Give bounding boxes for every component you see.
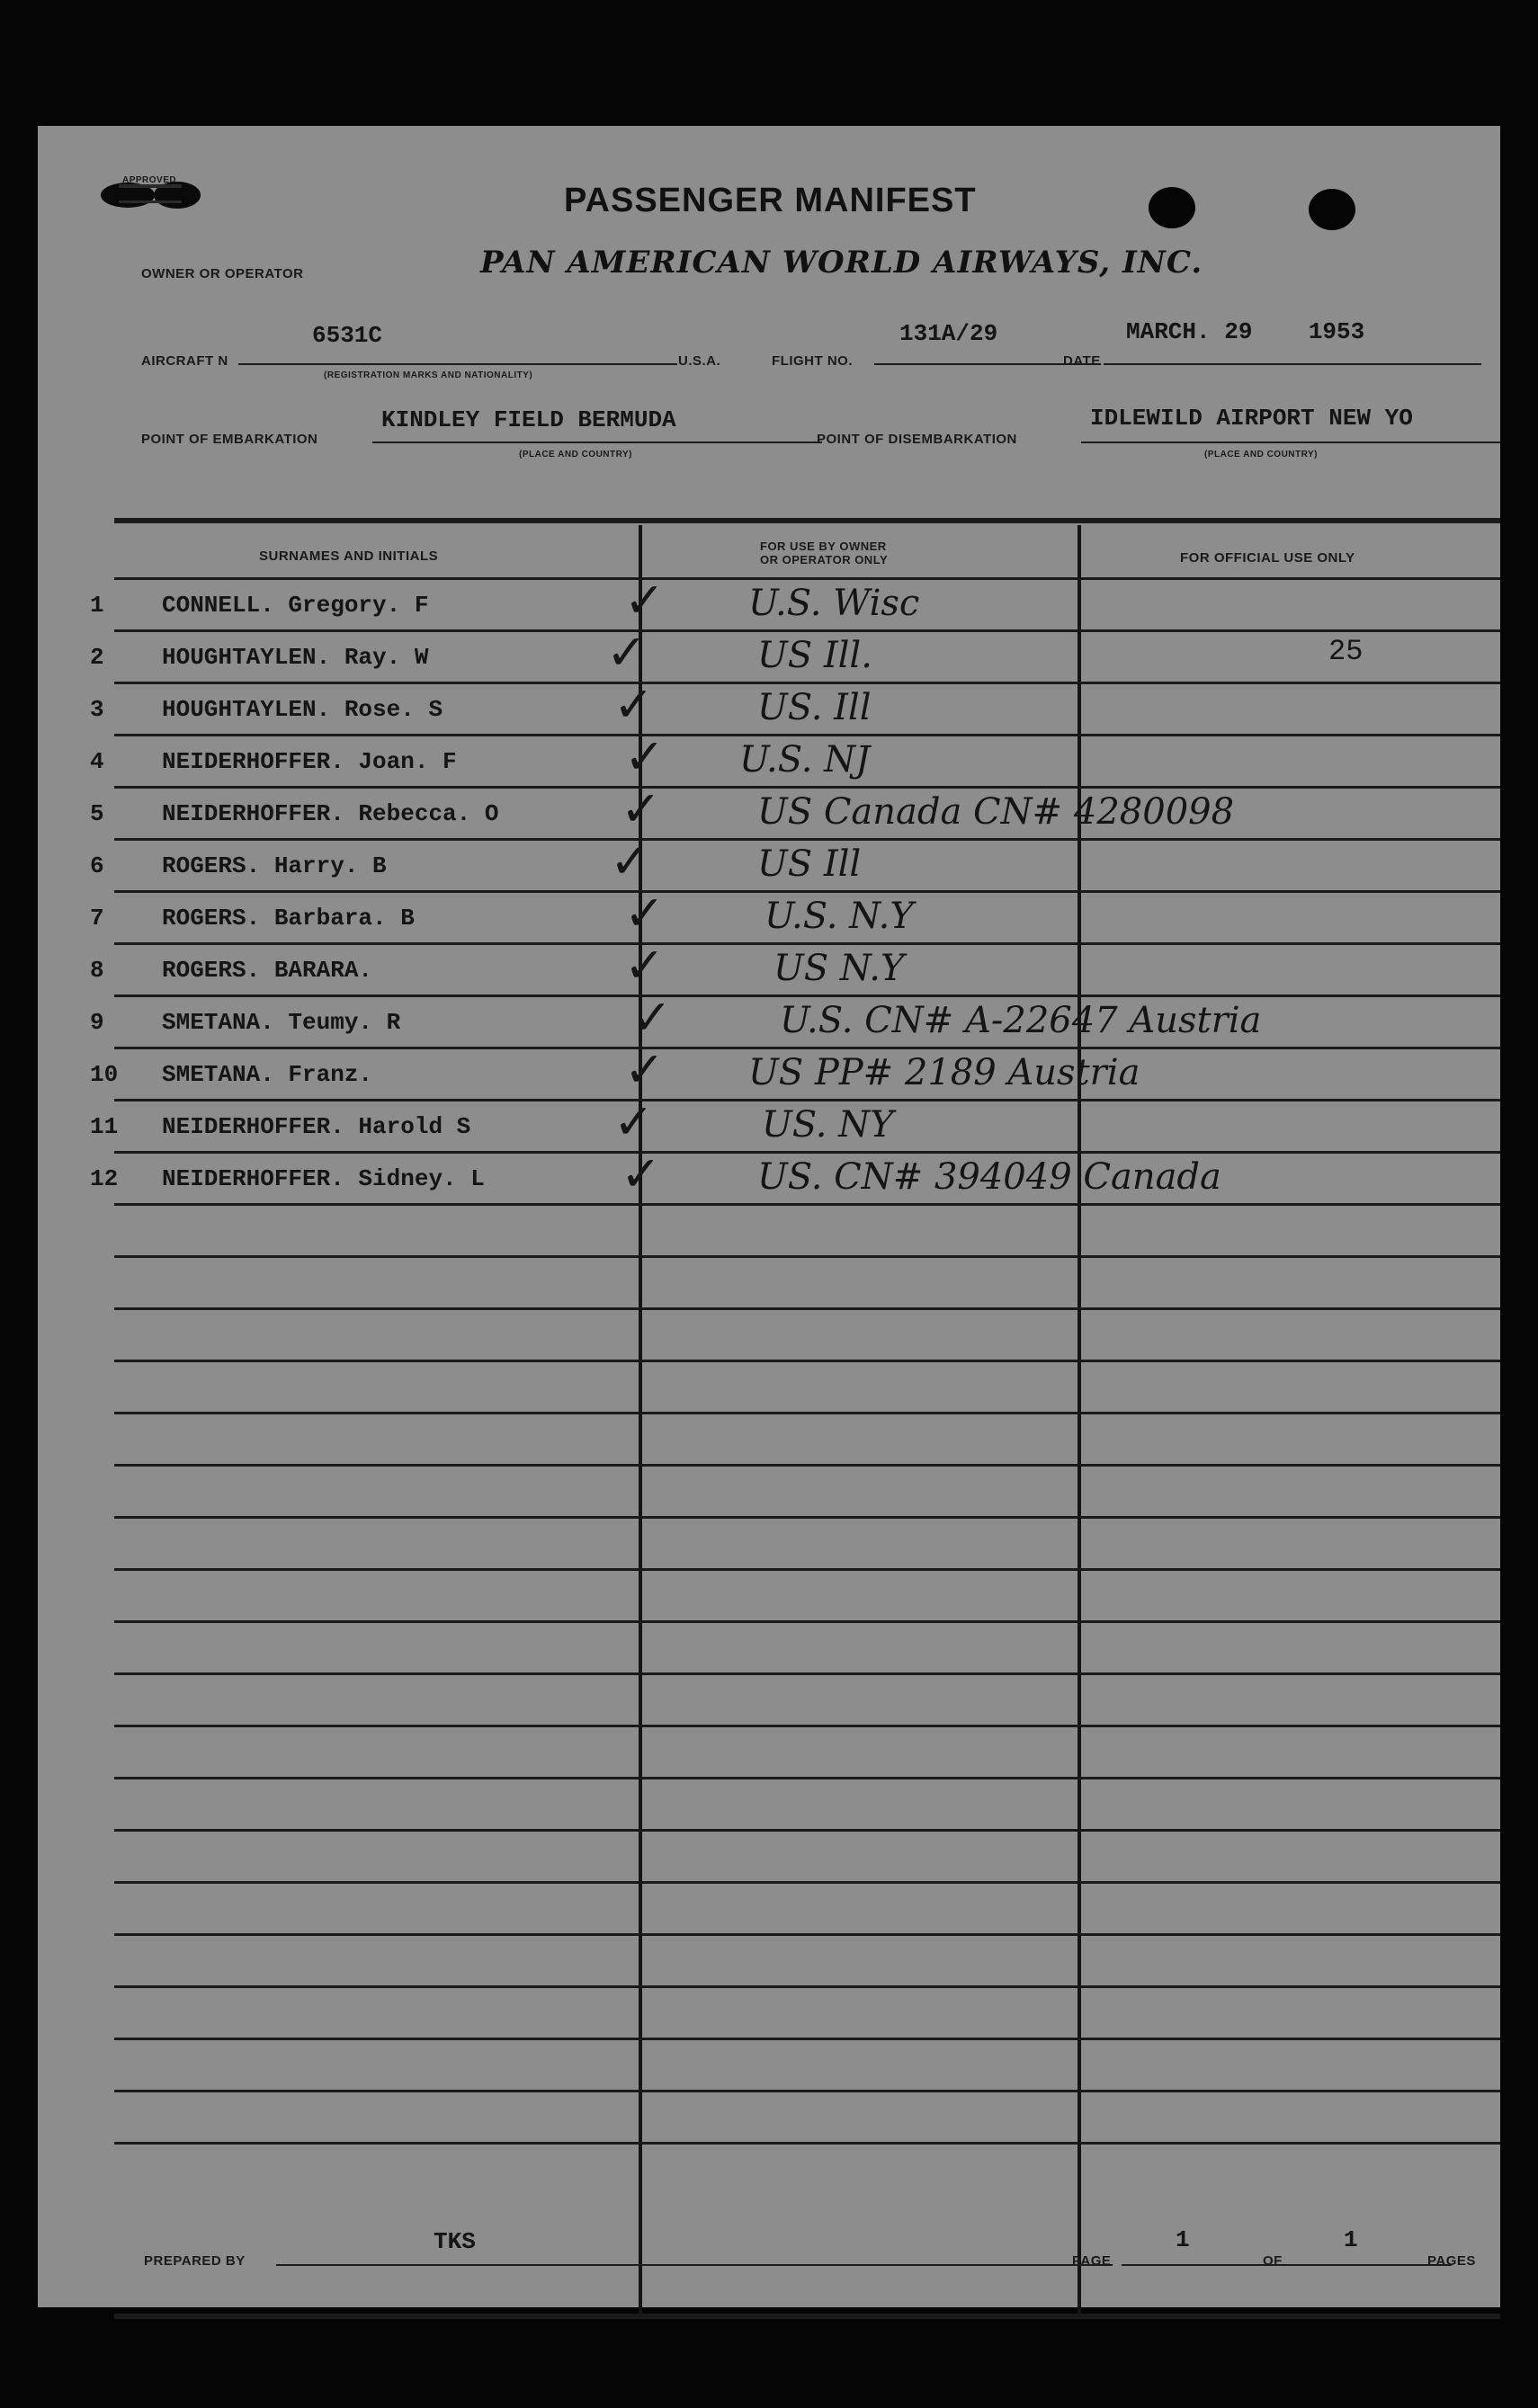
passenger-name: HOUGHTAYLEN. Rose. S — [162, 696, 443, 723]
embarkation-note: (PLACE AND COUNTRY) — [519, 450, 632, 459]
owner-note: US Ill — [757, 843, 862, 885]
row-number: 8 — [90, 957, 104, 984]
checkmark-icon: ✓ — [624, 885, 666, 941]
row-rule — [114, 1933, 1500, 1936]
row-rule — [114, 1829, 1500, 1832]
row-number: 12 — [90, 1165, 119, 1192]
embarkation-label: POINT OF EMBARKATION — [141, 432, 318, 447]
embarkation-value: KINDLEY FIELD BERMUDA — [381, 406, 676, 433]
aircraft-label: AIRCRAFT N — [141, 353, 228, 369]
prepared-by-value: TKS — [434, 2228, 476, 2255]
owner-note: US Canada CN# 4280098 — [757, 791, 1235, 833]
disembarkation-label: POINT OF DISEMBARKATION — [817, 432, 1017, 447]
table-top-rule — [114, 518, 1500, 523]
passenger-name: NEIDERHOFFER. Rebecca. O — [162, 800, 499, 827]
punch-hole — [1309, 189, 1355, 230]
owner-note: U.S. Wisc — [748, 583, 920, 624]
row-rule — [114, 838, 1500, 841]
table-bottom-rule — [114, 2314, 1500, 2319]
owner-operator-label: OWNER OR OPERATOR — [141, 266, 304, 281]
checkmark-icon: ✓ — [631, 989, 673, 1046]
owner-note: US. NY — [762, 1104, 894, 1146]
row-rule — [114, 1777, 1500, 1779]
row-rule — [114, 1412, 1500, 1414]
checkmark-icon: ✓ — [621, 1146, 662, 1202]
owner-note: US PP# 2189 Austria — [748, 1052, 1140, 1093]
page-label: PAGE — [1072, 2253, 1112, 2269]
checkmark-icon: ✓ — [624, 572, 666, 629]
passenger-name: NEIDERHOFFER. Sidney. L — [162, 1165, 485, 1192]
owner-note: US Ill. — [757, 635, 872, 676]
passenger-name: CONNELL. Gregory. F — [162, 592, 429, 619]
checkmark-icon: ✓ — [624, 728, 666, 785]
manifest-title: PASSENGER MANIFEST — [564, 182, 977, 219]
checkmark-icon: ✓ — [613, 1093, 655, 1150]
row-rule — [114, 1099, 1500, 1101]
prepared-by-label: PREPARED BY — [144, 2253, 246, 2269]
row-number: 7 — [90, 905, 104, 932]
owner-note: US. Ill — [757, 687, 872, 728]
checkmark-icon: ✓ — [624, 937, 666, 994]
owner-note: U.S. N.Y — [765, 896, 914, 937]
row-rule — [114, 1725, 1500, 1727]
page-value: 1 — [1176, 2226, 1190, 2253]
row-rule — [114, 1464, 1500, 1467]
row-rule — [114, 1255, 1500, 1258]
col-header-owner-line2: OR OPERATOR ONLY — [760, 553, 889, 566]
row-number: 4 — [90, 748, 104, 775]
checkmark-icon: ✓ — [610, 833, 651, 889]
passenger-name: ROGERS. Barbara. B — [162, 905, 415, 932]
row-rule — [114, 994, 1500, 997]
date-underline — [1104, 363, 1481, 365]
aircraft-value: 6531C — [312, 322, 383, 349]
airline-name: PAN AMERICAN WORLD AIRWAYS, INC. — [480, 245, 1203, 281]
checkmark-icon: ✓ — [613, 676, 655, 733]
registration-note: (REGISTRATION MARKS AND NATIONALITY) — [324, 370, 533, 380]
row-rule — [114, 1881, 1500, 1884]
row-rule — [114, 1516, 1500, 1519]
row-number: 2 — [90, 644, 104, 671]
passenger-name: NEIDERHOFFER. Joan. F — [162, 748, 457, 775]
row-rule — [114, 682, 1500, 684]
checkmark-icon: ✓ — [624, 1041, 666, 1098]
row-rule — [114, 1985, 1500, 1988]
disembarkation-value: IDLEWILD AIRPORT NEW YO — [1090, 405, 1413, 432]
passenger-name: HOUGHTAYLEN. Ray. W — [162, 644, 429, 671]
row-number: 10 — [90, 1061, 119, 1088]
official-use-value: 25 — [1328, 635, 1364, 668]
row-rule — [114, 1568, 1500, 1571]
row-rule — [114, 1203, 1500, 1206]
aircraft-underline — [238, 363, 677, 365]
prepared-by-underline — [276, 2264, 1113, 2266]
row-rule — [114, 629, 1500, 632]
owner-note: US. CN# 394049 Canada — [757, 1156, 1221, 1198]
row-rule — [114, 1151, 1500, 1154]
passenger-name: SMETANA. Teumy. R — [162, 1009, 401, 1036]
usa-label: U.S.A. — [678, 353, 721, 369]
disembarkation-underline — [1081, 441, 1500, 443]
row-rule — [114, 1672, 1500, 1675]
row-rule — [114, 2142, 1500, 2145]
row-number: 6 — [90, 852, 104, 879]
passenger-name: ROGERS. BARARA. — [162, 957, 373, 984]
row-rule — [114, 942, 1500, 945]
approved-stamp — [92, 175, 204, 211]
flight-label: FLIGHT NO. — [772, 353, 853, 369]
of-value: 1 — [1344, 2226, 1358, 2253]
row-number: 11 — [90, 1113, 119, 1140]
checkmark-icon: ✓ — [621, 780, 662, 837]
row-rule — [114, 2090, 1500, 2092]
col-header-official: FOR OFFICIAL USE ONLY — [1180, 550, 1355, 566]
row-rule — [114, 734, 1500, 736]
row-number: 3 — [90, 696, 104, 723]
row-rule — [114, 786, 1500, 789]
approved-stamp-text: APPROVED — [122, 175, 177, 185]
row-rule — [114, 577, 1500, 580]
flight-value: 131A/29 — [899, 320, 998, 347]
col-header-surnames: SURNAMES AND INITIALS — [259, 548, 439, 564]
row-rule — [114, 1620, 1500, 1623]
row-number: 9 — [90, 1009, 104, 1036]
date-label: DATE — [1063, 353, 1101, 369]
date-value: MARCH. 29 1953 — [1126, 318, 1365, 345]
row-rule — [114, 1360, 1500, 1362]
row-rule — [114, 1047, 1500, 1049]
row-number: 5 — [90, 800, 104, 827]
pages-label: PAGES — [1427, 2253, 1476, 2269]
owner-note: U.S. NJ — [739, 739, 871, 780]
checkmark-icon: ✓ — [606, 624, 648, 681]
owner-note: US N.Y — [773, 948, 905, 989]
of-label: OF — [1263, 2253, 1283, 2269]
punch-hole — [1149, 187, 1195, 228]
row-rule — [114, 2038, 1500, 2040]
passenger-name: NEIDERHOFFER. Harold S — [162, 1113, 471, 1140]
manifest-sheet — [38, 126, 1500, 2307]
passenger-name: SMETANA. Franz. — [162, 1061, 373, 1088]
embarkation-underline — [372, 441, 822, 443]
disembarkation-note: (PLACE AND COUNTRY) — [1204, 450, 1318, 459]
row-number: 1 — [90, 592, 104, 619]
owner-note: U.S. CN# A-22647 Austria — [780, 1000, 1262, 1041]
row-rule — [114, 890, 1500, 893]
row-rule — [114, 1307, 1500, 1310]
passenger-name: ROGERS. Harry. B — [162, 852, 387, 879]
col-header-owner-line1: FOR USE BY OWNER — [760, 540, 887, 553]
